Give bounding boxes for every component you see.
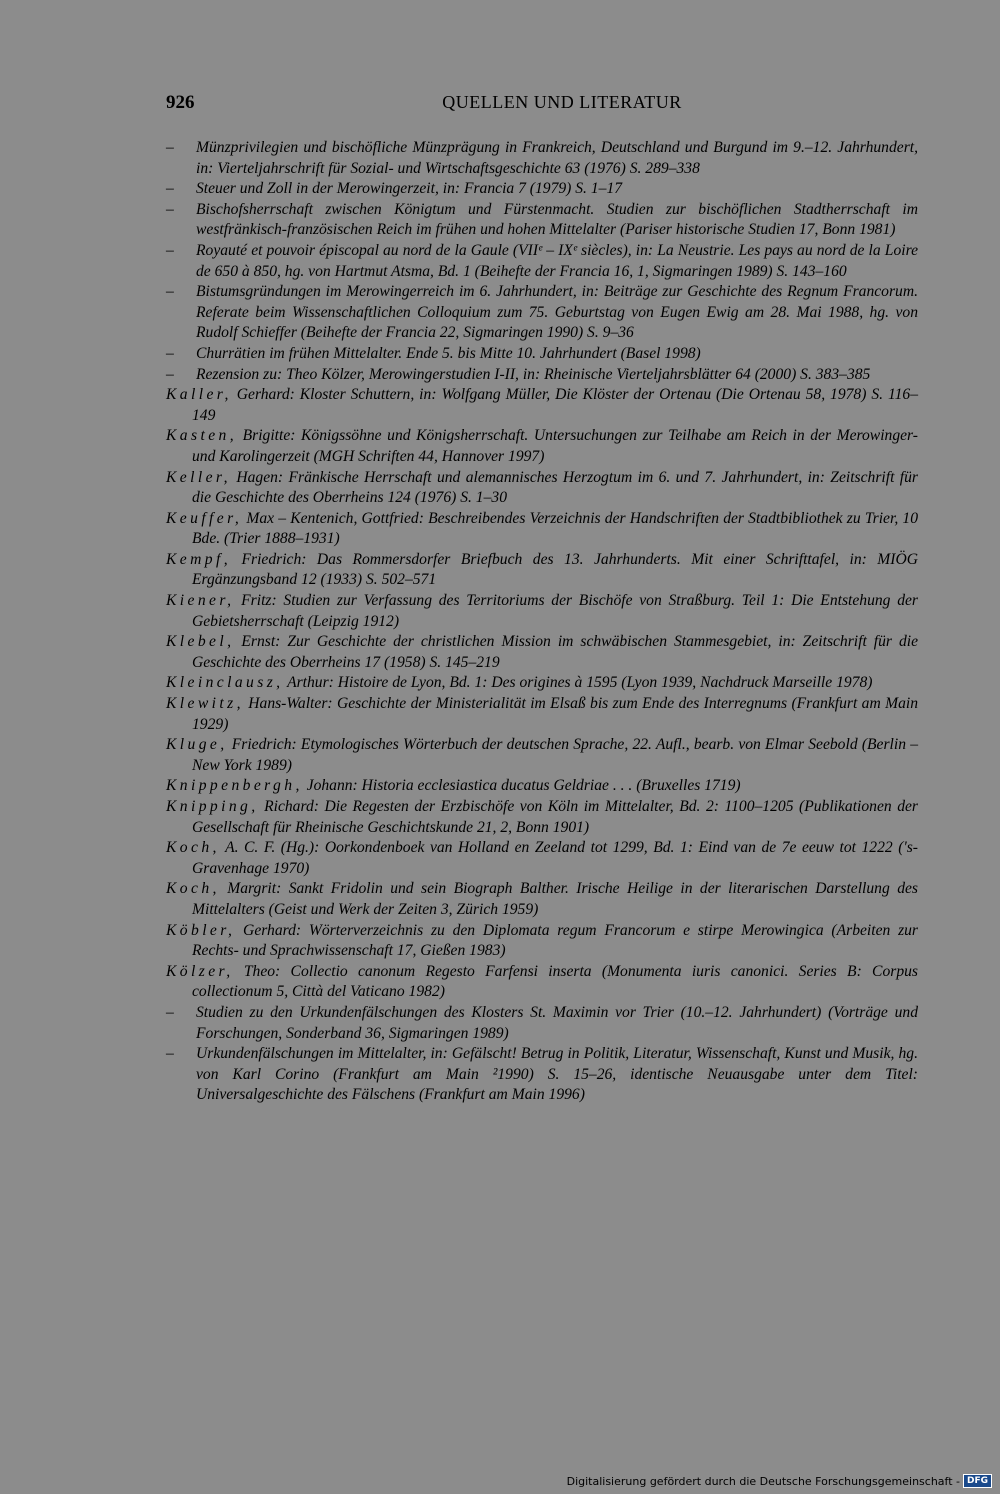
entry-author: Keller, <box>166 468 231 486</box>
entry-text: Friedrich: Das Rommersdorfer Briefbuch des 13. Jahrhunderts. Mit einer Schrifttafel, in: MIÖG Ergänzungsband 12 (1933) S. 502–571 <box>192 550 918 589</box>
running-title: QUELLEN UND LITERATUR <box>442 92 682 112</box>
bibliography-entry <box>166 241 918 282</box>
entry-dash: – <box>166 365 174 383</box>
bibliography-entry <box>166 776 918 797</box>
entry-text: Münzprivilegien und bischöfliche Münzprägung in Frankreich, Deutschland und Burgund im 9.–12. Jahrhundert, in: Vierteljahrschrift für Sozial- und Wirtschaftsgeschichte 63 (1976) S. 289–338 <box>196 139 918 177</box>
entry-text: Royauté et pouvoir épiscopal au nord de la Gaule (VIIᵉ – IXᵉ siècles), in: La Neustrie. Les pays au nord de la Loire de 650 à 850, hg. von Hartmut Atsma, Bd. 1 (Beihefte der Francia 16, 1, Sigmaringen 1989) S. 143–160 <box>196 241 918 280</box>
entry-author: Kasten, <box>166 427 238 445</box>
bibliography-entry <box>166 735 918 776</box>
bibliography-entry <box>166 385 918 426</box>
entry-text: Theo: Collectio canonum Regesto Farfensi inserta (Monumenta iuris canonici. Series B: Corpus collectionum 5, Città del Vaticano 1982) <box>192 962 918 1001</box>
entry-text: Ernst: Zur Geschichte der christlichen Mission im schwäbischen Stammesgebiet, in: Zeitschrift für die Geschichte des Oberrheins 17 (1958) S. 145–219 <box>192 633 918 671</box>
entry-dash: – <box>166 283 174 301</box>
bibliography-entry <box>166 673 918 694</box>
bibliography-entry <box>166 591 918 632</box>
entry-dash: – <box>166 139 174 156</box>
bibliography-entry <box>166 200 918 241</box>
entry-author: Köbler, <box>166 921 236 939</box>
bibliography-entry <box>166 962 918 1003</box>
entry-text: Friedrich: Etymologisches Wörterbuch der deutschen Sprache, 22. Aufl., bearb. von Elmar Seebold (Berlin – New York 1989) <box>192 736 918 774</box>
bibliography-entry <box>166 282 918 344</box>
entry-text: Bischofsherrschaft zwischen Königtum und Fürstenmacht. Studien zur bischöflichen Stadtherrschaft im westfränkisch-französischen Reich im frühen und hohen Mittelalter (Pariser historische Studien 17, Bonn 1981) <box>196 200 918 239</box>
entry-author: Knipping, <box>166 798 259 815</box>
entry-author: Kleinclausz, <box>166 674 284 692</box>
entry-author: Kiener, <box>166 592 235 610</box>
page-header <box>166 92 918 118</box>
bibliography-entry <box>166 138 918 179</box>
bibliography-entry <box>166 550 918 591</box>
entry-author: Keuffer, <box>166 509 243 527</box>
entry-dash: – <box>166 200 174 218</box>
entry-text: Richard: Die Regesten der Erzbischöfe von Köln im Mittelalter, Bd. 2: 1100–1205 (Publikationen der Gesellschaft für Rheinische Geschichtskunde 21, 2, Bonn 1901) <box>192 798 918 836</box>
bibliography-entry <box>166 1044 918 1106</box>
entry-author: Knippenbergh, <box>166 777 303 795</box>
entry-text: Gerhard: Kloster Schuttern, in: Wolfgang Müller, Die Klöster der Ortenau (Die Ortenau 58, 1978) S. 116–149 <box>192 386 918 424</box>
entry-dash: – <box>166 1003 174 1021</box>
bibliography-entry <box>166 509 918 550</box>
entry-author: Kölzer, <box>166 962 234 980</box>
bibliography-entry <box>166 921 918 962</box>
entry-text: Margrit: Sankt Fridolin und sein Biograph Balther. Irische Heilige in der literarischen Darstellung des Mittelalters (Geist und Werk der Zeiten 3, Zürich 1959) <box>192 880 918 918</box>
bibliography-entry <box>166 1003 918 1044</box>
entry-author: Klebel, <box>166 633 235 651</box>
entry-author: Kluge, <box>166 736 228 754</box>
bibliography-entry <box>166 426 918 467</box>
entry-text: Steuer und Zoll in der Merowingerzeit, in: Francia 7 (1979) S. 1–17 <box>196 180 623 198</box>
bibliography-entry <box>166 797 918 838</box>
entry-text: Arthur: Histoire de Lyon, Bd. 1: Des origines à 1595 (Lyon 1939, Nachdruck Marseille 1978) <box>283 674 873 692</box>
entry-text: Bistumsgründungen im Merowingerreich im 6. Jahrhundert, in: Beiträge zur Geschichte des Regnum Francorum. Referate beim Wissenschaftlichen Colloquium zum 75. Geburtstag von Eugen Ewig am 28. Mai 1988, hg. von Rudolf Schieffer (Beihefte der Francia 22, Sigmaringen 1990) S. 9–36 <box>196 283 918 342</box>
bibliography-entry <box>166 344 918 365</box>
entry-text: Max – Kentenich, Gottfried: Beschreibendes Verzeichnis der Handschriften der Stadtbibliothek zu Trier, 10 Bde. (Trier 1888–1931) <box>192 509 918 548</box>
entry-text: Churrätien im frühen Mittelalter. Ende 5. bis Mitte 10. Jahrhundert (Basel 1998) <box>196 344 701 362</box>
entry-author: Koch, <box>166 839 220 857</box>
bibliography-list <box>166 138 918 1106</box>
digitization-footer <box>567 1474 992 1488</box>
entry-text: Hagen: Fränkische Herrschaft und alemannisches Herzogtum im 6. und 7. Jahrhundert, in: Zeitschrift für die Geschichte des Oberrheins 124 (1976) S. 1–30 <box>192 468 918 507</box>
entry-text: Studien zu den Urkundenfälschungen des Klosters St. Maximin vor Trier (10.–12. Jahrhundert) (Vorträge und Forschungen, Sonderband 36, Sigmaringen 1989) <box>196 1003 918 1042</box>
entry-author: Kaller, <box>166 386 232 404</box>
entry-text: Fritz: Studien zur Verfassung des Territoriums der Bischöfe von Straßburg. Teil 1: Die Entstehung der Gebietsherrschaft (Leipzig 1912) <box>192 592 918 630</box>
entry-author: Kempf, <box>166 550 232 568</box>
entry-text: Rezension zu: Theo Kölzer, Merowingerstudien I-II, in: Rheinische Vierteljahrsblätter 64 (2000) S. 383–385 <box>196 365 871 383</box>
bibliography-entry <box>166 879 918 920</box>
entry-author: Klewitz, <box>166 695 244 713</box>
bibliography-entry <box>166 632 918 673</box>
entry-dash: – <box>166 180 174 198</box>
entry-author: Koch, <box>166 880 220 898</box>
bibliography-entry <box>166 468 918 509</box>
entry-text: Hans-Walter: Geschichte der Ministerialität im Elsaß bis zum Ende des Interregnums (Frankfurt am Main 1929) <box>192 695 918 733</box>
entry-text: A. C. F. (Hg.): Oorkondenboek van Holland en Zeeland tot 1299, Bd. 1: Eind van de 7e eeuw tot 1222 ('s-Gravenhage 1970) <box>192 839 918 877</box>
bibliography-entry <box>166 838 918 879</box>
bibliography-entry <box>166 179 918 200</box>
entry-dash: – <box>166 344 174 362</box>
footer-text: Digitalisierung gefördert durch die Deutsche Forschungsgemeinschaft - <box>566 1474 960 1488</box>
entry-text: Johann: Historia ecclesiastica ducatus Geldriae . . . (Bruxelles 1719) <box>302 777 741 795</box>
entry-text: Gerhard: Wörterverzeichnis zu den Diplomata regum Francorum e stirpe Merowingica (Arbeiten zur Rechts- und Sprachwissenschaft 17, Gießen 1983) <box>192 921 918 960</box>
entry-text: Brigitte: Königssöhne und Königsherrschaft. Untersuchungen zur Teilhabe am Reich in der Merowinger- und Karolingerzeit (MGH Schriften 44, Hannover 1997) <box>192 427 918 465</box>
bibliography-entry <box>166 365 918 386</box>
entry-dash: – <box>166 241 174 259</box>
dfg-logo-icon: DFG <box>963 1474 992 1488</box>
bibliography-entry <box>166 694 918 735</box>
entry-text: Urkundenfälschungen im Mittelalter, in: Gefälscht! Betrug in Politik, Literatur, Wissenschaft, Kunst und Musik, hg. von Karl Corino (Frankfurt am Main ²1990) S. 15–26, identische Neuausgabe unter dem Titel: Universalgeschichte des Fälschens (Frankfurt am Main 1996) <box>196 1045 918 1104</box>
page-number: 926 <box>166 92 195 113</box>
entry-dash: – <box>166 1045 174 1063</box>
